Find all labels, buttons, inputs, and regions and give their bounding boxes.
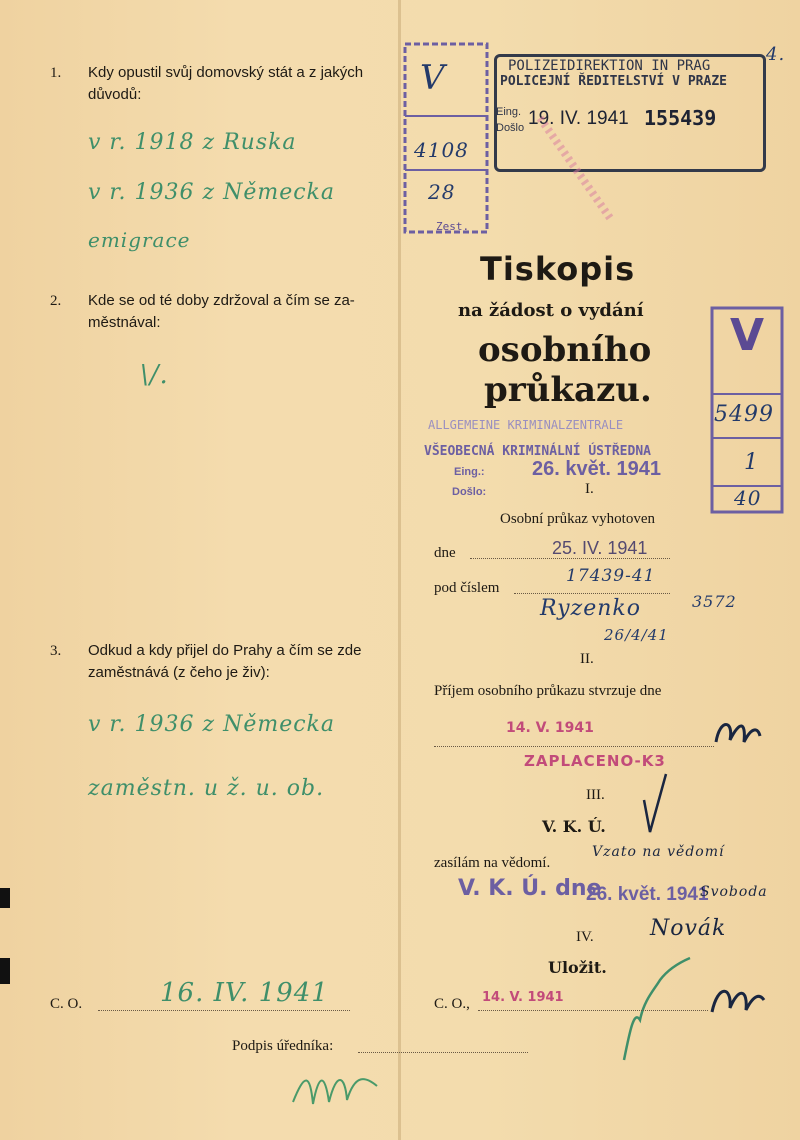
receipt-signature [710,712,764,752]
signature-scribble [285,1062,385,1114]
answer-1-line: v r. 1936 z Německa [88,180,335,205]
right-box-low: 40 [734,486,762,510]
kripo-stamp-date: 26. květ. 1941 [532,458,661,480]
right-box-top: V [730,310,765,361]
question-3-line: zaměstnává (z čeho je živ): [88,664,270,681]
kripo-stamp-line1: ALLGEMEINE KRIMINALZENTRALE [428,418,624,432]
co-line-left [98,1010,350,1011]
kripo-eing-label: Eing.: [454,466,485,478]
question-2-line: Kde se od té doby zdržoval a čím se za- [88,292,355,309]
pod-cislem-line [514,593,670,594]
answer-3-line: zaměstn. u ž. u. ob. [88,776,325,801]
question-3-line: Odkud a kdy přijel do Prahy a čím se zde [88,642,362,659]
receipt-line [434,746,714,747]
police-stamp-number: 155439 [644,106,717,130]
dne-stamp-date: 25. IV. 1941 [552,538,648,558]
co-signature [708,978,768,1020]
form-title-line2: osobního [478,330,652,370]
question-1-text [88,62,400,106]
form-title-line3: průkazu. [484,370,652,410]
police-stamp-date: 19. IV. 1941 [528,108,629,129]
dne-label: dne [434,545,456,561]
section-2-label: II. [580,651,594,667]
co-label-right: C. O., [434,996,470,1012]
form-subtitle: na žádost o vydání [458,300,644,321]
right-box-mid: 1 [744,450,759,475]
question-1-line: Kdy opustil svůj domovský stát a z jakých [88,64,364,81]
co-date-left: 16. IV. 1941 [160,978,329,1008]
section-3-label: III. [586,787,605,803]
pod-cislem-label: pod číslem [434,580,500,596]
issued-label: Osobní průkaz vyhotoven [500,511,655,527]
handwritten-vzato: Vzato na vědomí [592,844,725,860]
box-mid-number: 4108 [414,138,469,162]
signature-line [358,1052,528,1053]
vku-stamp-date: 26. květ. 1941 [586,884,709,905]
question-1-number: 1. [50,65,62,81]
vku-heading: V. K. Ú. [542,817,606,836]
edge-mark [0,958,10,984]
question-3-text [88,640,400,684]
answer-1-line: emigrace [88,228,191,252]
handwritten-iv: Novák [650,916,727,941]
form-title: Tiskopis [480,250,636,288]
signature-label: Podpis úředníka: [232,1038,334,1054]
question-2-line: městnával: [88,314,161,331]
section-1-label: I. [585,481,594,497]
kripo-stamp-line2: VŠEOBECNÁ KRIMINÁLNÍ ÚSTŘEDNA [424,444,651,459]
answer-2: \/. [140,360,169,390]
co-stamp-date: 14. V. 1941 [482,990,564,1005]
co-label-left: C. O. [50,996,83,1012]
box-low-number: 28 [428,180,456,204]
box-foot-label: Zest. [436,220,470,233]
vku-stamp: V. K. Ú. dne [458,876,602,901]
corner-number: 4. [766,44,786,65]
box-top-mark: V [420,58,446,98]
question-2-number: 2. [50,293,62,309]
handwritten-name: Ryzenko [540,596,641,621]
answer-3-line: v r. 1936 z Německa [88,712,335,737]
handwritten-date: 26/4/41 [604,626,669,644]
question-2-text [88,290,400,334]
police-stamp-line2: POLICEJNÍ ŘEDITELSTVÍ V PRAZE [500,74,727,89]
police-stamp-line1: POLIZEIDIREKTION IN PRAG [508,58,711,74]
handwritten-number: 3572 [692,592,737,611]
right-box-number: 5499 [714,402,774,427]
paid-stamp: ZAPLACENO-K3 [524,752,666,770]
section-4-label: IV. [576,929,594,945]
police-dosla-label: Došlo [496,122,525,134]
answer-1-line: v r. 1918 z Ruska [88,130,297,155]
zasilam-label: zasílám na vědomí. [434,855,551,871]
receipt-label: Příjem osobního průkazu stvrzuje dne [434,683,662,699]
question-1-line: důvodů: [88,86,142,103]
ulozit-label: Uložit. [548,958,607,977]
kripo-dosla-label: Došlo: [452,486,487,498]
handwritten-svoboda: Svoboda [700,884,768,900]
pod-cislem-value: 17439-41 [566,566,656,586]
red-diagonal-stamp [530,108,620,228]
co-line-right [478,1010,708,1011]
police-eing-label: Eing. [496,106,522,118]
question-3-number: 3. [50,643,62,659]
edge-mark [0,888,10,908]
receipt-stamp-date: 14. V. 1941 [506,720,594,736]
check-mark [640,770,670,840]
